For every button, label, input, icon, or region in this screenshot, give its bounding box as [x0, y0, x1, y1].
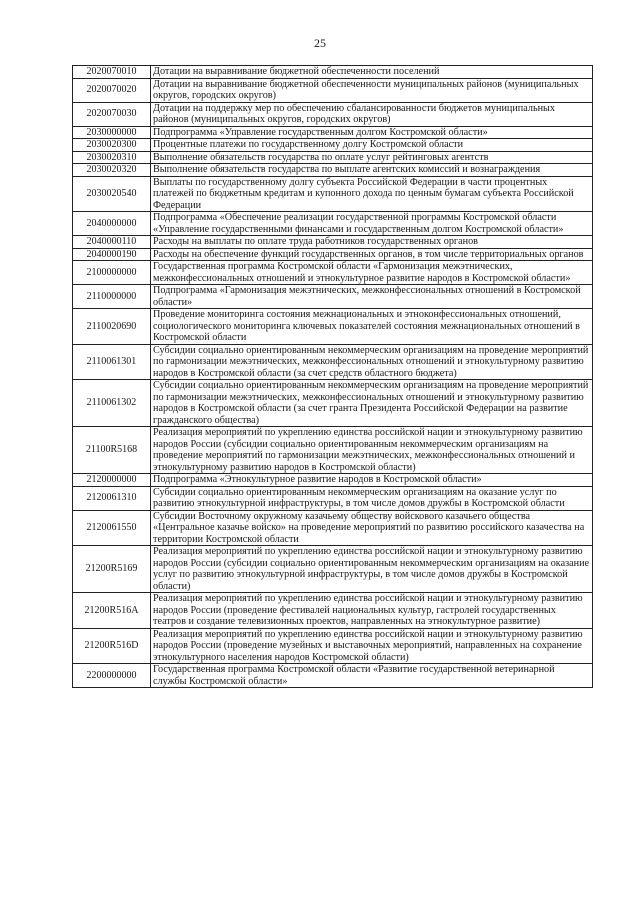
classification-code: 2030020540 [73, 176, 151, 212]
classification-code: 2100000000 [73, 261, 151, 285]
table-row [73, 261, 593, 285]
table-row [73, 628, 593, 664]
expense-description: Выполнение обязательств государства по выплате агентских комиссий и вознаграждения [151, 164, 593, 177]
expense-description: Субсидии Восточному окружному казачьему обществу войскового казачьего общества «Центральное казачье войско» на проведение мероприятий по развитию российского казачества на территории Костромской области [151, 510, 593, 546]
table-row [73, 151, 593, 164]
classification-code: 2020070020 [73, 78, 151, 102]
classification-code: 2120000000 [73, 474, 151, 487]
expense-description: Проведение мониторинга состояния межнациональных и этноконфессиональных отношений, социологического мониторинга ключевых показателей состояния межнациональных отношений в Костромской области [151, 309, 593, 345]
page-number: 25 [314, 36, 326, 50]
classification-code: 2040000190 [73, 248, 151, 261]
table-row [73, 78, 593, 102]
classification-code: 2030020310 [73, 151, 151, 164]
expense-description: Дотации на выравнивание бюджетной обеспеченности муниципальных районов (муниципальных округов, городских округов) [151, 78, 593, 102]
classification-code: 21200R516A [73, 593, 151, 629]
table-row [73, 474, 593, 487]
expense-description: Расходы на обеспечение функций государственных органов, в том числе территориальных органов [151, 248, 593, 261]
expense-description: Дотации на поддержку мер по обеспечению сбалансированности бюджетов муниципальных районов (муниципальных округов, городских округов) [151, 102, 593, 126]
expense-description: Государственная программа Костромской области «Развитие государственной ветеринарной службы Костромской области» [151, 664, 593, 688]
classification-code: 2120061310 [73, 486, 151, 510]
classification-code: 2040000000 [73, 212, 151, 236]
classification-code: 2030020300 [73, 139, 151, 152]
budget-codes-table [72, 65, 593, 688]
classification-code: 2110020690 [73, 309, 151, 345]
expense-description: Реализация мероприятий по укреплению единства российской нации и этнокультурному развитию народов России (субсидии социально ориентированным некоммерческим организациям на оказание услуг по развитию этнокультурной инфраструктуры, в том числе домов дружбы в Костромской области) [151, 546, 593, 593]
classification-code: 2110061302 [73, 380, 151, 427]
table-row [73, 176, 593, 212]
expense-description: Выплаты по государственному долгу субъекта Российской Федерации в части процентных платежей по бюджетным кредитам и купонного дохода по ценным бумагам субъекта Российской Федерации [151, 176, 593, 212]
expense-description: Государственная программа Костромской области «Гармонизация межэтнических, межконфессиональных отношений и этнокультурное развитие народов в Костромской области» [151, 261, 593, 285]
expense-description: Расходы на выплаты по оплате труда работников государственных органов [151, 236, 593, 249]
expense-description: Подпрограмма «Обеспечение реализации государственной программы Костромской области «Управление государственными финансами и государственным долгом Костромской области» [151, 212, 593, 236]
classification-code: 21100R5168 [73, 427, 151, 474]
table-row [73, 126, 593, 139]
expense-description: Подпрограмма «Этнокультурное развитие народов в Костромской области» [151, 474, 593, 487]
expense-description: Субсидии социально ориентированным некоммерческим организациям на проведение мероприятий по гармонизации межэтнических, межконфессиональных отношений и этнокультурному развитию народов в Костромской области (за счет средств областного бюджета) [151, 344, 593, 380]
table-row [73, 486, 593, 510]
table-row [73, 102, 593, 126]
classification-code: 2030000000 [73, 126, 151, 139]
classification-code: 2200000000 [73, 664, 151, 688]
classification-code: 2020070030 [73, 102, 151, 126]
table-row [73, 248, 593, 261]
expense-description: Процентные платежи по государственному долгу Костромской области [151, 139, 593, 152]
table-row [73, 236, 593, 249]
table-row [73, 66, 593, 79]
expense-description: Дотации на выравнивание бюджетной обеспеченности поселений [151, 66, 593, 79]
expense-description: Выполнение обязательств государства по оплате услуг рейтинговых агентств [151, 151, 593, 164]
expense-description: Субсидии социально ориентированным некоммерческим организациям на проведение мероприятий по гармонизации межэтнических, межконфессиональных отношений и этнокультурному развитию народов в Костромской области (за счет гранта Президента Российской Федерации на развитие гражданского общества) [151, 380, 593, 427]
classification-code: 2110061301 [73, 344, 151, 380]
classification-code: 2030020320 [73, 164, 151, 177]
classification-code: 21200R516D [73, 628, 151, 664]
table-row [73, 380, 593, 427]
classification-code: 21200R5169 [73, 546, 151, 593]
table-row [73, 427, 593, 474]
table-row [73, 212, 593, 236]
expense-description: Реализация мероприятий по укреплению единства российской нации и этнокультурному развитию народов России (проведение музейных и выставочных мероприятий, направленных на сохранение этнокультурного населения народов Костромской области) [151, 628, 593, 664]
table-row [73, 164, 593, 177]
classification-code: 2110000000 [73, 285, 151, 309]
expense-description: Реализация мероприятий по укреплению единства российской нации и этнокультурному развитию народов России (проведение фестивалей национальных культур, гастролей государственных театров и создание телевизионных проектов, направленных на этнокультурное развитие) [151, 593, 593, 629]
table-row [73, 344, 593, 380]
expense-description: Подпрограмма «Управление государственным долгом Костромской области» [151, 126, 593, 139]
table-row [73, 593, 593, 629]
classification-code: 2120061550 [73, 510, 151, 546]
expense-description: Реализация мероприятий по укреплению единства российской нации и этнокультурному развитию народов России (субсидии социально ориентированным некоммерческим организациям на проведение мероприятий по гармонизации межэтнических, межконфессиональных отношений и этнокультурному развитию народов в Костромской области) [151, 427, 593, 474]
expense-description: Подпрограмма «Гармонизация межэтнических, межконфессиональных отношений в Костромской области» [151, 285, 593, 309]
table-row [73, 139, 593, 152]
table-row [73, 285, 593, 309]
table-row [73, 546, 593, 593]
classification-code: 2020070010 [73, 66, 151, 79]
table-row [73, 510, 593, 546]
table-row [73, 664, 593, 688]
table-row [73, 309, 593, 345]
table-body [73, 66, 593, 688]
expense-description: Субсидии социально ориентированным некоммерческим организациям на оказание услуг по развитию этнокультурной инфраструктуры, в том числе домов дружбы в Костромской области [151, 486, 593, 510]
classification-code: 2040000110 [73, 236, 151, 249]
